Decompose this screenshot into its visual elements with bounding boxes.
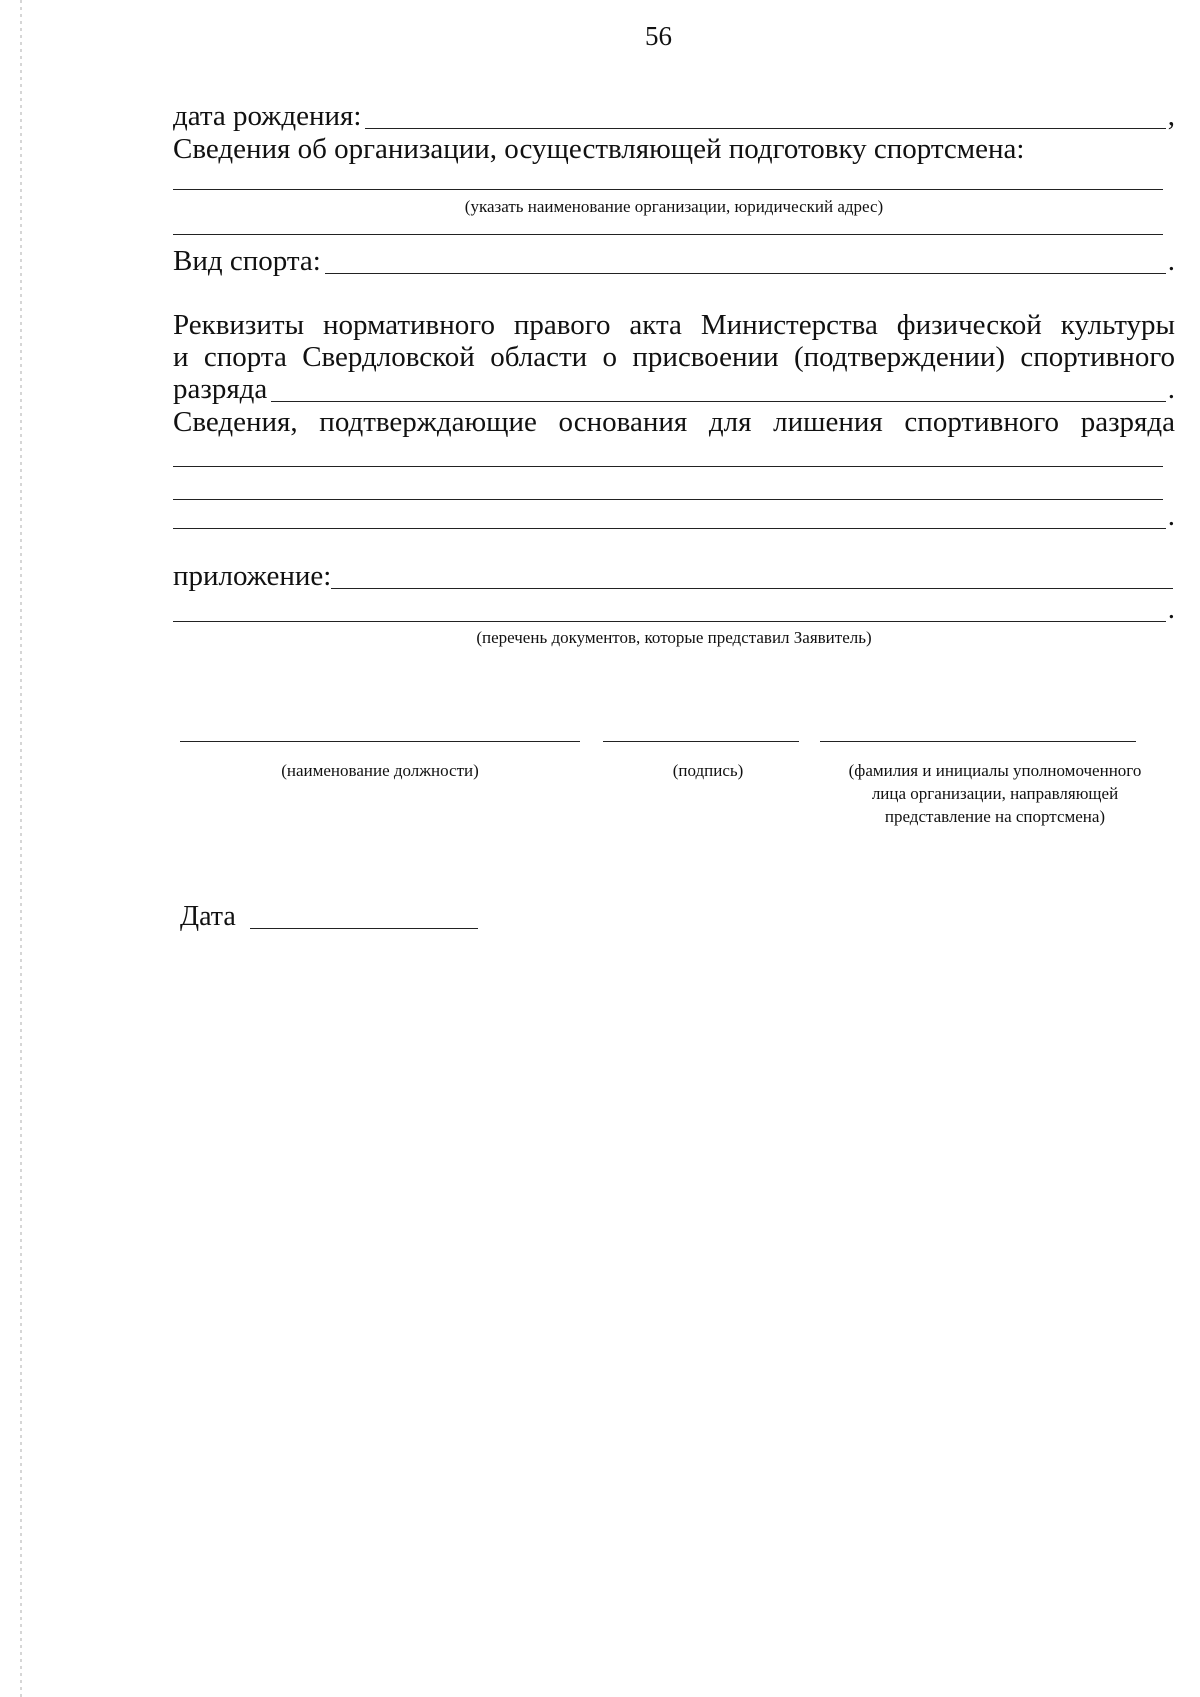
sport-label: Вид спорта: [173,245,321,277]
signature-field[interactable] [603,741,799,742]
org-name-hint: (указать наименование организации, юридический адрес) [464,197,884,216]
grounds-row-3 [173,499,1175,533]
grounds-period: . [1167,500,1175,532]
name-hint-line-3: представление на спортсмена) [884,807,1106,826]
signature-hint: (подпись) [672,761,744,780]
name-hint-line-1: (фамилия и инициалы уполномоченного [848,761,1142,780]
name-hint-line-2: лица организации, направляющей [871,784,1119,803]
requisites-label: разряда [173,373,268,405]
requisites-row [173,372,1175,406]
birth-date-comma: , [1167,100,1175,132]
sport-period: . [1167,245,1175,277]
date-field[interactable] [250,902,478,929]
name-field[interactable] [820,741,1136,742]
sport-field[interactable] [325,247,1166,274]
attachment-hint: (перечень документов, которые представил Заявитель) [476,628,872,647]
requisites-line-1: Реквизиты нормативного правого акта Министерства физической культуры [173,309,1175,341]
birth-date-label: дата рождения: [173,100,362,132]
requisites-line-2: и спорта Свердловской области о присвоении (подтверждении) спортивного [173,341,1175,373]
attachment-label: приложение: [173,560,332,592]
attachment-period: . [1167,593,1175,625]
requisites-field[interactable] [271,375,1165,402]
position-hint: (наименование должности) [281,761,479,780]
date-label: Дата [180,901,236,932]
sport-row [173,244,1175,278]
attachment-row-2 [173,592,1175,626]
date-row [180,900,478,934]
org-heading-row [173,132,1175,166]
org-heading: Сведения об организации, осуществляющей подготовку спортсмена: [173,133,1025,165]
grounds-field-3[interactable] [173,502,1166,529]
org-address-field[interactable] [173,234,1163,235]
org-name-field[interactable] [173,189,1163,190]
birth-date-row [173,99,1175,133]
grounds-field-1[interactable] [173,466,1163,467]
attachment-field-1[interactable] [331,562,1173,589]
position-field[interactable] [180,741,580,742]
grounds-line: Сведения, подтверждающие основания для лишения спортивного разряда [173,406,1175,438]
requisites-period: . [1167,373,1175,405]
birth-date-field[interactable] [365,102,1165,129]
scan-edge-mark [20,0,22,1697]
page-number: 56 [645,21,672,51]
attachment-field-2[interactable] [173,595,1166,622]
attachment-row [173,559,1175,593]
